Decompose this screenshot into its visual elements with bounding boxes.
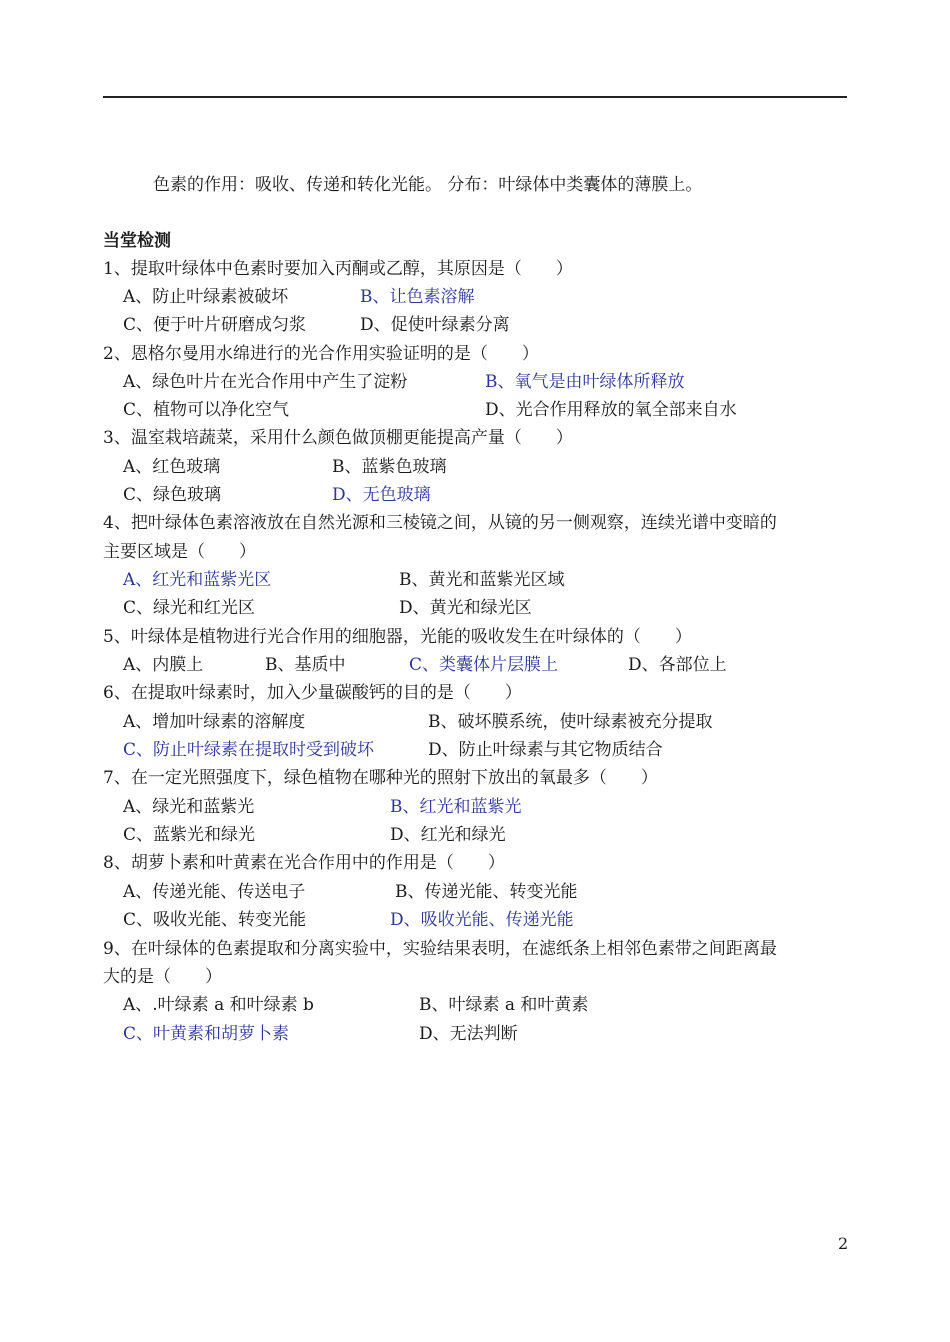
- q2-option-b: B、氧气是由叶绿体所释放: [485, 372, 685, 392]
- q8-option-b: B、传递光能、转变光能: [395, 882, 578, 902]
- q5-option-a: A、内膜上: [123, 655, 204, 675]
- question-5: 5、叶绿体是植物进行光合作用的细胞器，光能的吸收发生在叶绿体的（ ）: [103, 627, 692, 647]
- q6-options-row-1: [123, 712, 823, 732]
- q7-option-c: C、蓝紫光和绿光: [123, 825, 256, 845]
- q3-options-row-2: [123, 485, 723, 505]
- q4-option-d: D、黄光和绿光区: [399, 598, 532, 618]
- q9-option-a: A、.叶绿素 a 和叶绿素 b: [123, 995, 314, 1015]
- q1-options-row-2: [123, 315, 723, 335]
- q8-option-c: C、吸收光能、转变光能: [123, 910, 307, 930]
- q7-option-b: B、红光和蓝紫光: [390, 797, 522, 817]
- q3-option-b: B、蓝紫色玻璃: [332, 457, 447, 477]
- question-6: 6、在提取叶绿素时，加入少量碳酸钙的目的是（ ）: [103, 683, 522, 703]
- q6-option-b: B、破坏膜系统，使叶绿素被充分提取: [428, 712, 713, 732]
- q6-options-row-2: [123, 740, 823, 760]
- q2-options-row-1: [123, 372, 823, 392]
- q8-options-row-2: [123, 910, 723, 930]
- question-3: 3、温室栽培蔬菜，采用什么颜色做顶棚更能提高产量（ ）: [103, 428, 573, 448]
- q9-option-b: B、叶绿素 a 和叶黄素: [419, 995, 589, 1015]
- q9-options-row-2: [123, 1024, 723, 1044]
- q1-options-row-1: [123, 287, 723, 307]
- q9-option-d: D、无法判断: [419, 1024, 518, 1044]
- q2-option-a: A、绿色叶片在光合作用中产生了淀粉: [123, 372, 408, 392]
- question-4-line-1: 4、把叶绿体色素溶液放在自然光源和三棱镜之间，从镜的另一侧观察，连续光谱中变暗的: [103, 513, 777, 533]
- q8-option-a: A、传递光能、传送电子: [123, 882, 306, 902]
- q1-option-a: A、防止叶绿素被破坏: [123, 287, 289, 307]
- q5-option-c: C、类囊体片层膜上: [409, 655, 559, 675]
- q4-option-c: C、绿光和红光区: [123, 598, 256, 618]
- q4-option-a: A、红光和蓝紫光区: [123, 570, 272, 590]
- q3-option-c: C、绿色玻璃: [123, 485, 222, 505]
- q5-option-b: B、基质中: [265, 655, 346, 675]
- intro-text: 色素的作用：吸收、传递和转化光能。 分布：叶绿体中类囊体的薄膜上。: [153, 175, 703, 195]
- question-7: 7、在一定光照强度下，绿色植物在哪种光的照射下放出的氧最多（ ）: [103, 768, 658, 788]
- header-rule: [103, 96, 847, 98]
- q6-option-a: A、增加叶绿素的溶解度: [123, 712, 306, 732]
- q7-option-a: A、绿光和蓝紫光: [123, 797, 255, 817]
- q6-option-d: D、防止叶绿素与其它物质结合: [428, 740, 663, 760]
- question-1: 1、提取叶绿体中色素时要加入丙酮或乙醇，其原因是（ ）: [103, 259, 573, 279]
- q1-option-b: B、让色素溶解: [360, 287, 475, 307]
- question-9-line-2: 大的是（ ）: [103, 967, 222, 987]
- question-4-line-2: 主要区域是（ ）: [103, 542, 256, 562]
- page-number: 2: [838, 1234, 849, 1253]
- q9-option-c: C、叶黄素和胡萝卜素: [123, 1024, 290, 1044]
- question-2: 2、恩格尔曼用水绵进行的光合作用实验证明的是（ ）: [103, 344, 539, 364]
- q8-options-row-1: [123, 882, 723, 902]
- q4-options-row-2: [123, 598, 723, 618]
- q4-options-row-1: [123, 570, 723, 590]
- q7-option-d: D、红光和绿光: [390, 825, 506, 845]
- q6-option-c: C、防止叶绿素在提取时受到破坏: [123, 740, 375, 760]
- q1-option-c: C、便于叶片研磨成匀浆: [123, 315, 307, 335]
- section-title: 当堂检测: [103, 231, 171, 251]
- q4-option-b: B、黄光和蓝紫光区域: [399, 570, 565, 590]
- q1-option-d: D、促使叶绿素分离: [360, 315, 510, 335]
- question-8: 8、胡萝卜素和叶黄素在光合作用中的作用是（ ）: [103, 853, 505, 873]
- q5-option-d: D、各部位上: [628, 655, 727, 675]
- q7-options-row-2: [123, 825, 723, 845]
- q3-options-row-1: [123, 457, 723, 477]
- q8-option-d: D、吸收光能、传递光能: [390, 910, 574, 930]
- question-9-line-1: 9、在叶绿体的色素提取和分离实验中，实验结果表明，在滤纸条上相邻色素带之间距离最: [103, 939, 777, 959]
- q2-option-d: D、光合作用释放的氧全部来自水: [485, 400, 737, 420]
- q3-option-d: D、无色玻璃: [332, 485, 431, 505]
- q5-options-row: [123, 655, 823, 675]
- q3-option-a: A、红色玻璃: [123, 457, 221, 477]
- q7-options-row-1: [123, 797, 723, 817]
- q9-options-row-1: [123, 995, 723, 1015]
- q2-option-c: C、植物可以净化空气: [123, 400, 290, 420]
- q2-options-row-2: [123, 400, 823, 420]
